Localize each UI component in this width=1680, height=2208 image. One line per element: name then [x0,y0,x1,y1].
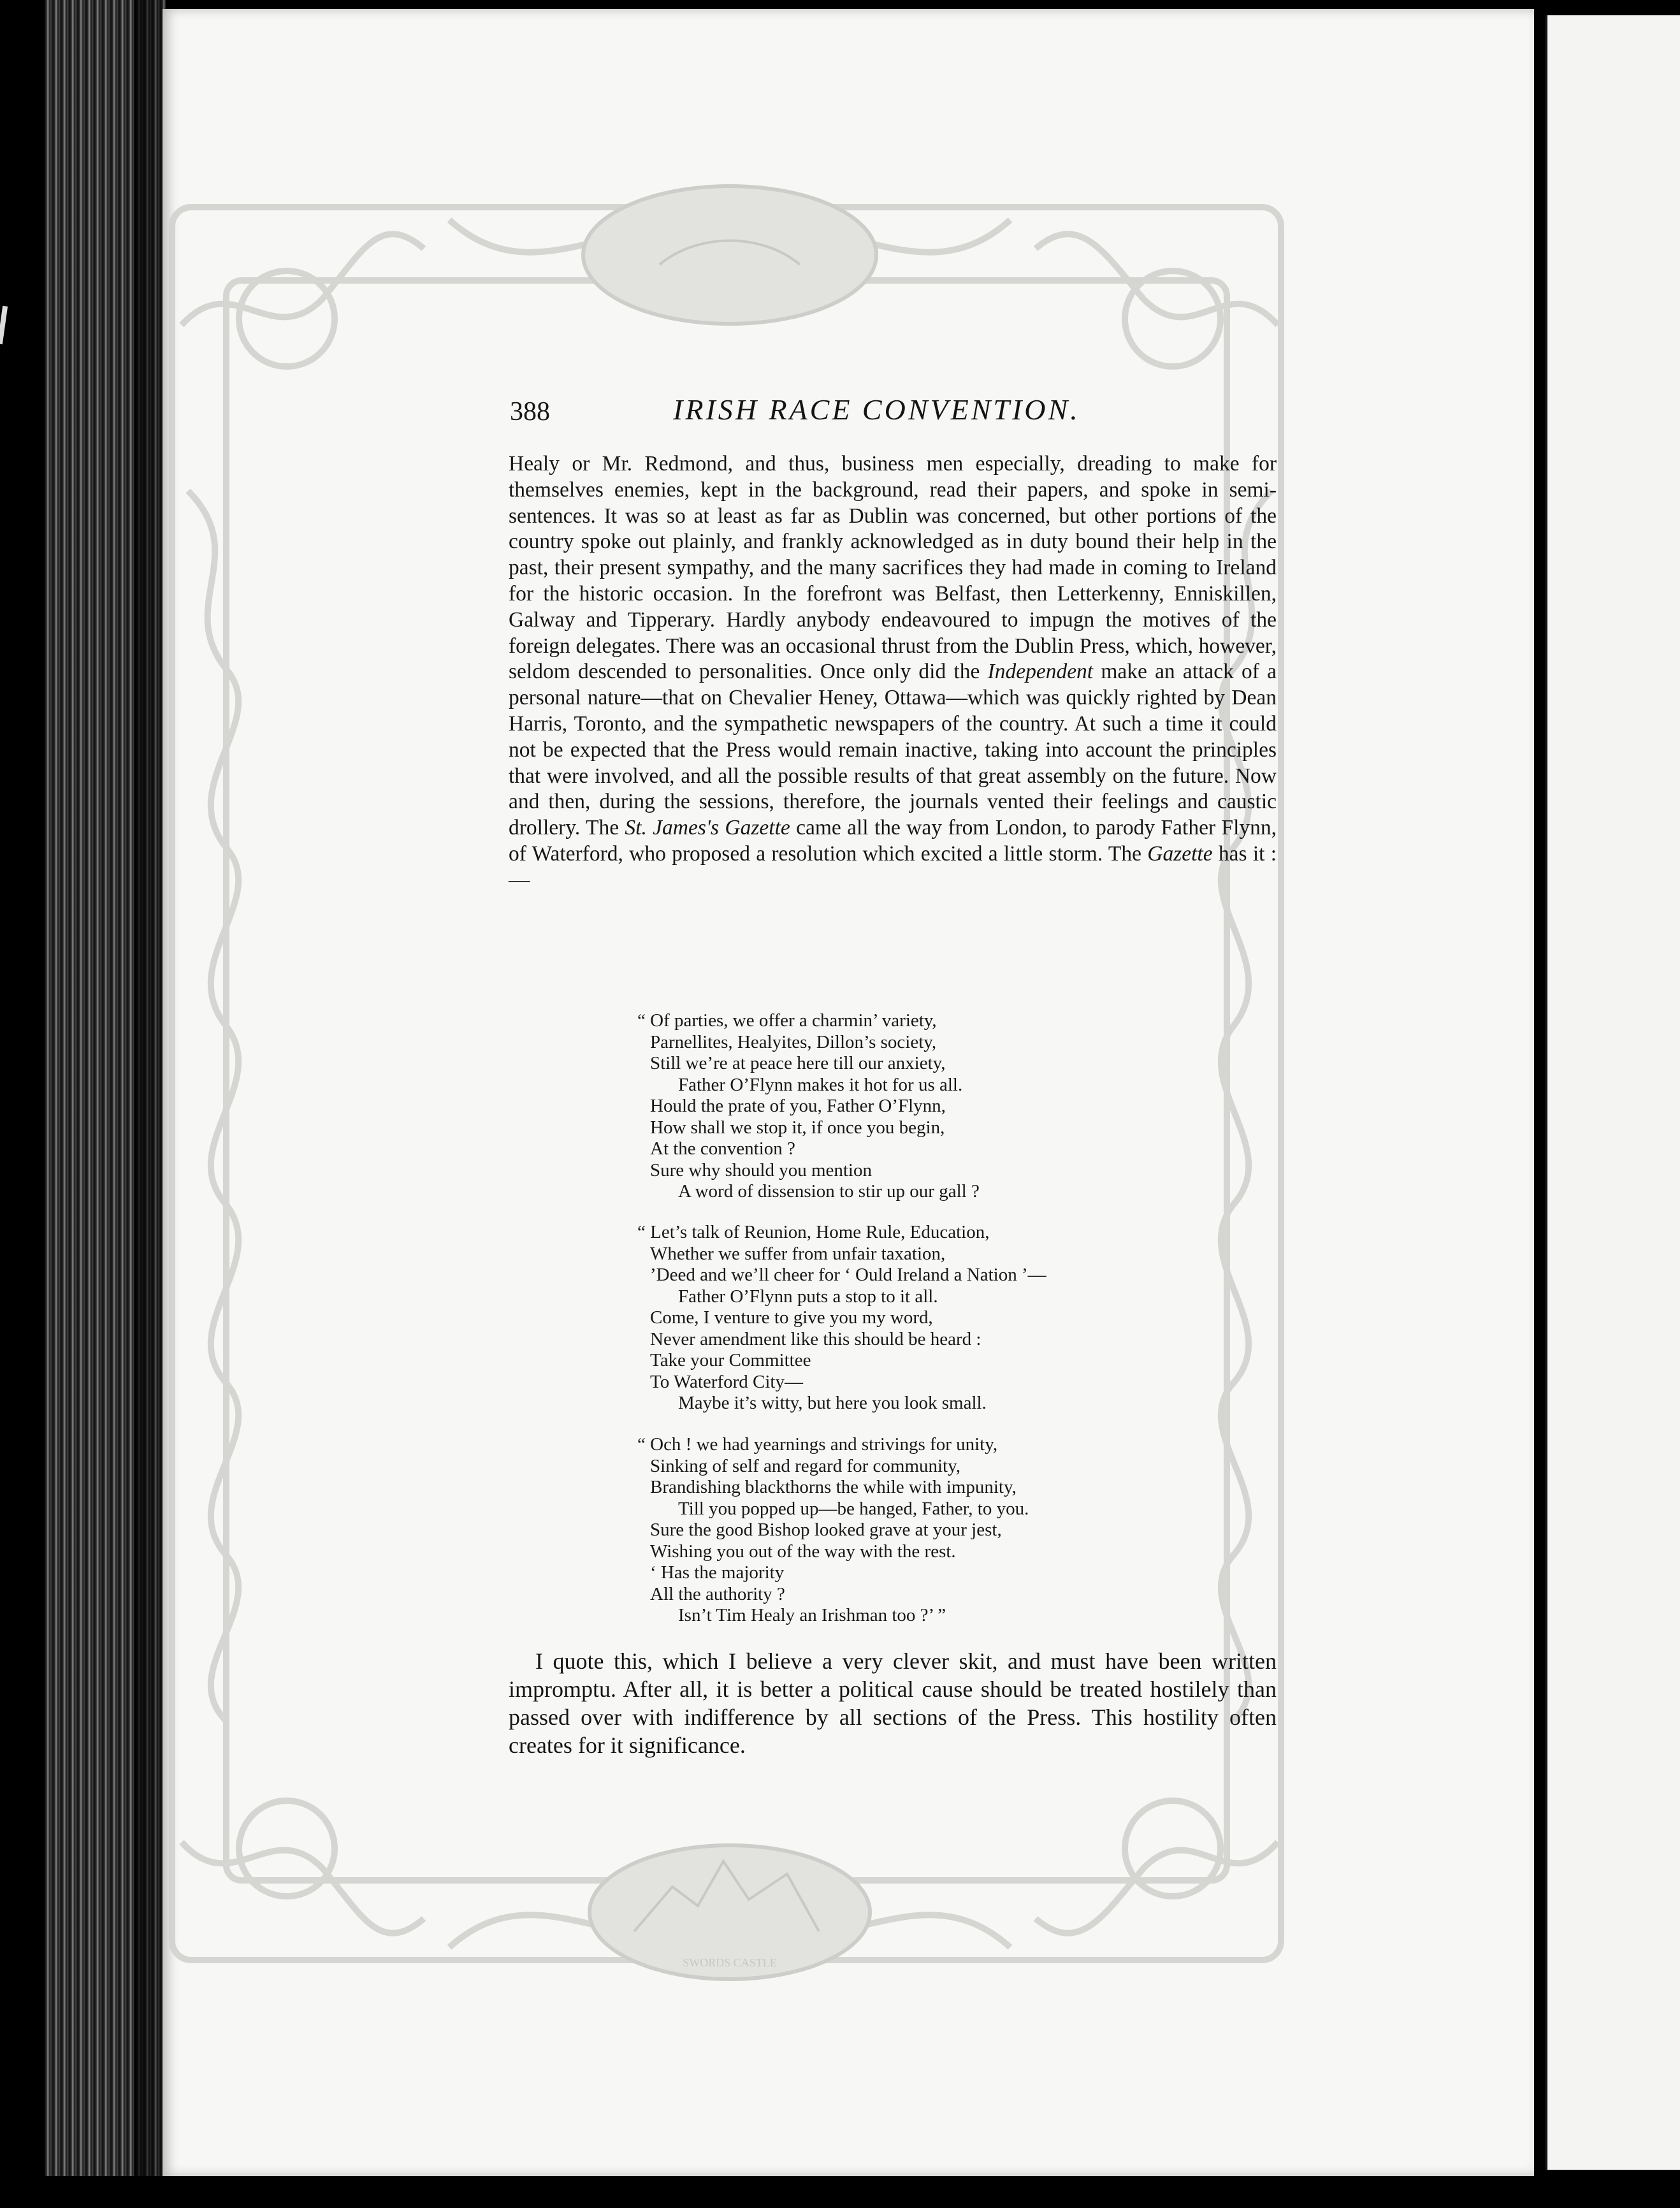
verse-line: ’Deed and we’ll cheer for ‘ Ould Ireland a Nation ’— [650,1265,1046,1285]
paragraph-segment-1: Healy or Mr. Redmond, and thus, business men especially, dreading to make for themselves enemies, kept in the background, read their papers, and spoke in semi-sentences. It was so at least as far as Dublin was concerned, but other portions of the country spoke out plainly, and frankly acknowledged as in duty bound their help in the past, their present sympathy, and the many sacrifices they had made in coming to Ireland for the historic occasion. In the forefront was Belfast, then Letterkenny, Enniskillen, Galway and Tipperary. Hardly anybody endeavoured to impugn the motives of the foreign delegates. There was an occasional thrust from the Dublin Press, which, however, seldom descended to personalities. Once only did the [509,452,1277,684]
verse-line: Brandishing blackthorns the while with impunity, [650,1477,1017,1497]
verse-line: Sure why should you mention [650,1159,872,1180]
main-paragraph [509,451,1277,894]
verse-line: Father O’Flynn makes it hot for us all. [678,1074,963,1095]
verse-line: Sure the good Bishop looked grave at your jest, [650,1520,1002,1540]
verse-line: “ Let’s talk of Reunion, Home Rule, Education, [637,1222,990,1242]
verse-line: Whether we suffer from unfair taxation, [650,1243,946,1264]
verse-stanza-1 [637,1010,1160,1203]
verse-line: Isn’t Tim Healy an Irishman too ?’ ” [678,1605,946,1625]
verse-line: All the authority ? [650,1583,785,1604]
verse-line: Sinking of self and regard for community, [650,1455,960,1476]
verse-line: Come, I venture to give you my word, [650,1307,933,1328]
verse-line: “ Och ! we had yearnings and strivings for unity, [637,1434,998,1455]
verse-line: Take your Committee [650,1350,811,1370]
running-head [510,393,1287,435]
bottom-band [0,2176,1680,2208]
verse-line: Wishing you out of the way with the rest. [650,1541,956,1562]
verse-stanza-2 [637,1222,1160,1414]
margin-mark [0,306,8,345]
italic-st-jamess-gazette: St. James's Gazette [625,816,790,840]
verse-line: At the convention ? [650,1138,795,1159]
italic-gazette: Gazette [1147,841,1213,866]
paragraph-segment-4: has it :— [509,841,1277,892]
verse-line: “ Of parties, we offer a charmin’ variety, [637,1010,937,1031]
verse-line: Maybe it’s witty, but here you look small. [678,1393,987,1413]
page-number: 388 [510,397,550,426]
verse-line: ‘ Has the majority [650,1562,785,1583]
verse-line: Still we’re at peace here till our anxiety, [650,1053,946,1073]
verse-line: A word of dissension to stir up our gall ? [678,1181,980,1202]
verse-line: Parnellites, Healyites, Dillon’s society, [650,1031,937,1052]
verse-line: Never amendment like this should be heard : [650,1328,981,1349]
verse-line: Father O’Flynn puts a stop to it all. [678,1286,938,1307]
paragraph-segment-2: make an attack of a personal nature—that on Chevalier Heney, Ottawa—which was quickly righted by Dean Harris, Toronto, and the sympathetic newspapers of the country. At such a time it could not be expected that the Press would remain inactive, taking into account the principles that were involved, and all the possible results of that great assembly on the future. Now and then, during the sessions, therefore, the journals vented their feelings and caustic drollery. The [509,660,1277,840]
verse-stanza-3 [637,1434,1160,1627]
italic-independent: Independent [987,660,1094,684]
verse-line: How shall we stop it, if once you begin, [650,1117,945,1138]
closing-paragraph: I quote this, which I believe a very clever skit, and must have been written impromptu. After all, it is better a political cause should be treated hostilely than passed over with indifference by all sections of the Press. This hostility often creates for it significance. [509,1648,1277,1758]
paragraph-segment-3: came all the way from London, to parody Father Flynn, of Waterford, who proposed a resolution which excited a little storm. The [509,816,1277,866]
running-title: IRISH RACE CONVENTION. [673,393,1080,426]
ornament-caption: SWORDS CASTLE [683,1956,777,1969]
verse-line: Hould the prate of you, Father O’Flynn, [650,1096,946,1116]
verse-line: To Waterford City— [650,1371,803,1392]
verse-line: Till you popped up—be hanged, Father, to you. [678,1498,1029,1519]
next-page-edge [1545,15,1680,2170]
